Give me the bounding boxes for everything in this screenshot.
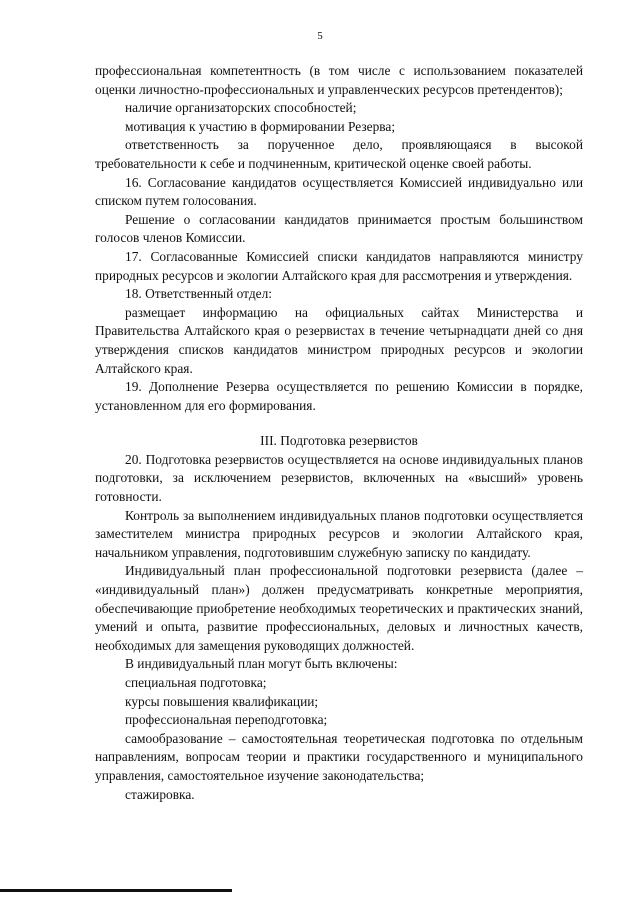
paragraph-group-before-section: [95, 62, 583, 415]
paragraph: 20. Подготовка резервистов осуществляется на основе индивидуальных планов подготовки, за исключением резервистов, включенных на «высший» уровень готовности.: [95, 451, 583, 505]
paragraph: специальная подготовка;: [125, 675, 267, 690]
paragraph: самообразование – самостоятельная теоретическая подготовка по отдельным направлениям, вопросам теории и практики государственного и муниципального управления, самостоятельное изучение законодательства;: [95, 730, 583, 783]
section-heading: III. Подготовка резервистов: [260, 433, 418, 449]
paragraph: 19. Дополнение Резерва осуществляется по решению Комиссии в порядке, установленном для его формирования.: [95, 379, 583, 413]
paragraph: 17. Согласованные Комиссией списки кандидатов направляются министру природных ресурсов и экологии Алтайского края для рассмотрения и утверждения.: [95, 248, 583, 283]
paragraph: стажировка.: [125, 786, 195, 802]
page-number: 5: [317, 30, 323, 42]
paragraph: профессиональная компетентность (в том числе с использованием показателей оценки личностно-профессиональных и управленческих ресурсов претендентов);: [95, 63, 583, 97]
paragraph: размещает информацию на официальных сайтах Министерства и Правительства Алтайского края о резервистах в течение четырнадцати дней со дня утверждения списков кандидатов министром природных ресурсов и экологии Алтайского края.: [95, 304, 583, 376]
paragraph: Решение о согласовании кандидатов принимается простым большинством голосов членов Комиссии.: [95, 211, 583, 246]
document-body: [95, 62, 583, 804]
paragraph: профессиональная переподготовка;: [125, 712, 328, 728]
paragraph: В индивидуальный план могут быть включены:: [125, 656, 398, 672]
paragraph: Контроль за выполнением индивидуальных планов подготовки осуществляется заместителем министра природных ресурсов и экологии Алтайского края, начальником управления, подготовившим служебную записку по кандидату.: [95, 507, 583, 560]
paragraph: 18. Ответственный отдел:: [125, 286, 272, 302]
paragraph: курсы повышения квалификации;: [125, 693, 319, 709]
paragraph: ответственность за порученное дело, проявляющаяся в высокой требовательности к себе и подчиненным, критической оценке своей работы.: [95, 137, 583, 171]
bottom-rule: [0, 889, 232, 892]
paragraph: Индивидуальный план профессиональной подготовки резервиста (далее – «индивидуальный план») должен предусматривать конкретные мероприятия, обеспечивающие приобретение необходимых теоретических и практических знаний, умений и опыта, развитие профессиональных, деловых и личностных качеств, необходимых для замещения руководящих должностей.: [95, 563, 583, 653]
paragraph: мотивация к участию в формировании Резерва;: [125, 118, 396, 134]
paragraph: 16. Согласование кандидатов осуществляется Комиссией индивидуально или списком путем голосования.: [95, 174, 583, 209]
paragraph-group-after-section: [95, 451, 583, 804]
paragraph: наличие организаторских способностей;: [125, 100, 357, 116]
